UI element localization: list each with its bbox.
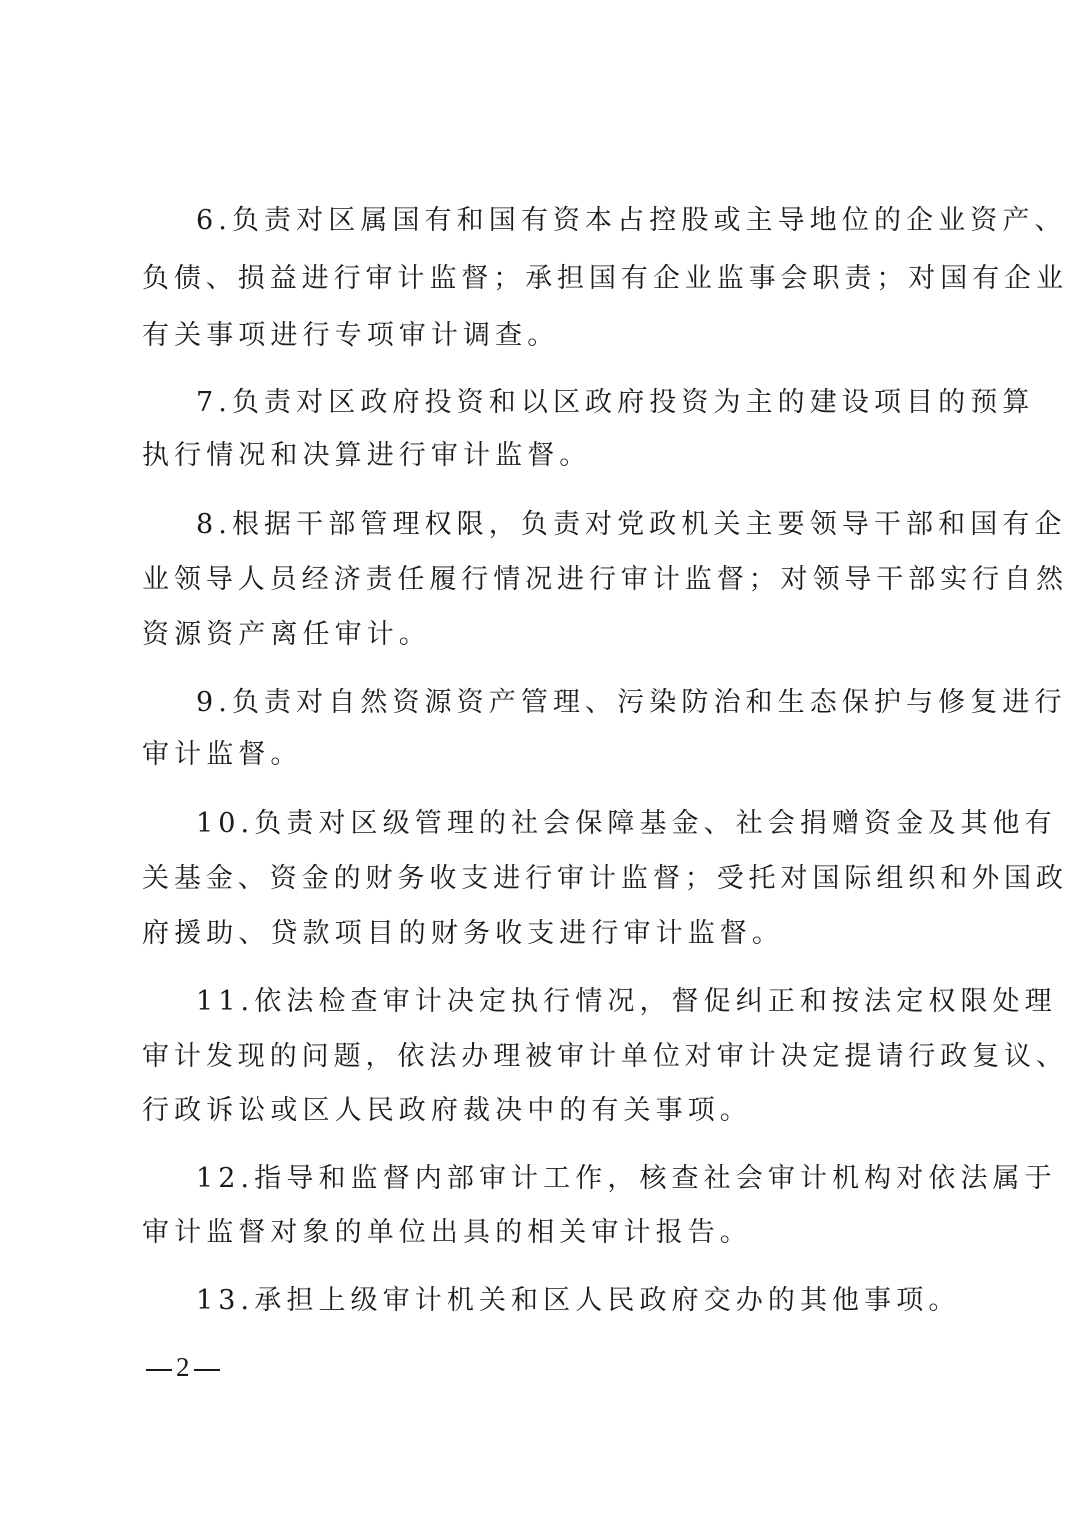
paragraph-line: 资源资产离任审计。 <box>142 619 431 650</box>
page-number: 2 <box>176 1352 190 1382</box>
paragraph-line: 审计监督。 <box>142 739 303 770</box>
paragraph-line: 有关事项进行专项审计调查。 <box>142 320 560 351</box>
paragraph-line: 行政诉讼或区人民政府裁决中的有关事项。 <box>142 1095 752 1126</box>
paragraph-line: 13.承担上级审计机关和区人民政府交办的其他事项。 <box>196 1285 961 1316</box>
paragraph-line: 12.指导和监督内部审计工作，核查社会审计机构对依法属于 <box>196 1163 1057 1194</box>
paragraph-line: 业领导人员经济责任履行情况进行审计监督；对领导干部实行自然 <box>142 564 1068 595</box>
page-number-footer <box>142 1347 224 1387</box>
dash-left <box>146 1369 172 1371</box>
paragraph-line: 关基金、资金的财务收支进行审计监督；受托对国际组织和外国政 <box>142 863 1068 894</box>
paragraph-line: 执行情况和决算进行审计监督。 <box>142 440 592 471</box>
paragraph-line: 11.依法检查审计决定执行情况，督促纠正和按法定权限处理 <box>196 986 1057 1017</box>
paragraph-line: 10.负责对区级管理的社会保障基金、社会捐赠资金及其他有 <box>196 808 1057 839</box>
paragraph-line: 9.负责对自然资源资产管理、污染防治和生态保护与修复进行 <box>196 687 1067 718</box>
paragraph-line: 府援助、贷款项目的财务收支进行审计监督。 <box>142 918 784 949</box>
dash-right <box>194 1369 220 1371</box>
paragraph-line: 审计监督对象的单位出具的相关审计报告。 <box>142 1217 752 1248</box>
paragraph-line: 负债、损益进行审计监督；承担国有企业监事会职责；对国有企业 <box>142 263 1068 294</box>
paragraph-line: 8.根据干部管理权限，负责对党政机关主要领导干部和国有企 <box>196 509 1067 540</box>
paragraph-line: 6.负责对区属国有和国有资本占控股或主导地位的企业资产、 <box>196 205 1067 236</box>
paragraph-line: 7.负责对区政府投资和以区政府投资为主的建设项目的预算 <box>196 387 1035 418</box>
paragraph-line: 审计发现的问题，依法办理被审计单位对审计决定提请行政复议、 <box>142 1041 1068 1072</box>
